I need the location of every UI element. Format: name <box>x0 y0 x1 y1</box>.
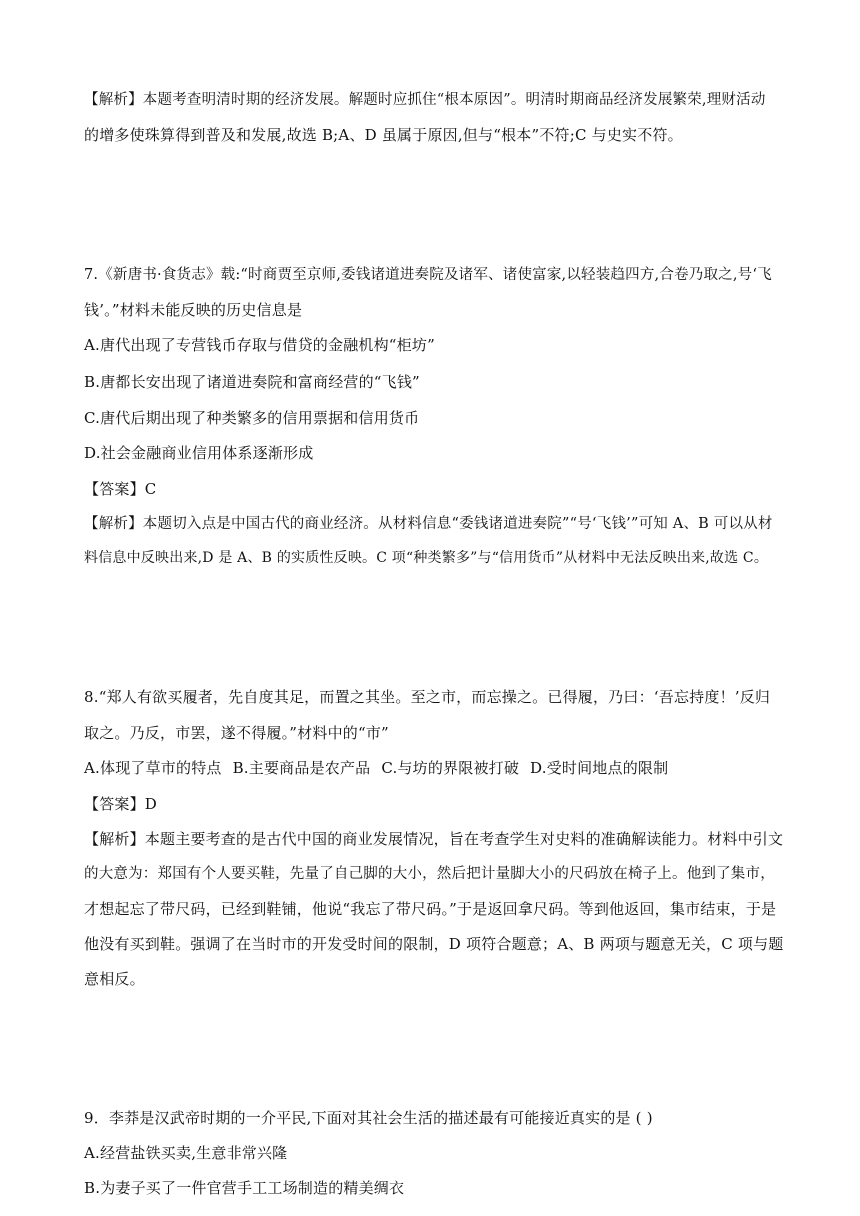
q8-option-d: D.受时间地点的限制 <box>530 759 669 777</box>
q7-stem-line-2: 钱’。”材料未能反映的历史信息是 <box>84 301 303 319</box>
q8-stem-line-2: 取之。乃反，市罢，遂不得履。”材料中的“市” <box>84 724 389 742</box>
q8-stem-line-1: 8.“郑人有欲买履者，先自度其足，而置之其坐。至之市，而忘操之。已得履，乃曰：‘吾忘持度！’反归 <box>84 688 771 706</box>
q8-analysis-line-1: 【解析】本题主要考查的是古代中国的商业发展情况，旨在考查学生对史料的准确解读能力。材料中引文 <box>84 830 784 848</box>
q7-option-d: D.社会金融商业信用体系逐渐形成 <box>84 444 314 462</box>
q7-option-b: B.唐都长安出现了诸道进奏院和富商经营的“飞钱” <box>84 373 420 391</box>
q8-option-c: C.与坊的界限被打破 <box>381 759 520 777</box>
q8-options-row <box>84 758 784 778</box>
q9-stem: 9．李莽是汉武帝时期的一介平民,下面对其社会生活的描述最有可能接近真实的是 ( ) <box>84 1109 653 1127</box>
q9-option-a: A.经营盐铁买卖,生意非常兴隆 <box>84 1144 288 1162</box>
prev-analysis-line-1: 【解析】本题考查明清时期的经济发展。解题时应抓住“根本原因”。明清时期商品经济发展繁荣,理财活动 <box>84 92 766 108</box>
q8-answer: 【答案】D <box>84 795 158 813</box>
q8-analysis-line-3: 才想起忘了带尺码，已经到鞋铺，他说“我忘了带尺码。”于是返回拿尺码。等到他返回，集市结束，于是 <box>84 900 777 918</box>
q7-option-a: A.唐代出现了专营钱币存取与借贷的金融机构“柜坊” <box>84 336 435 354</box>
q7-answer: 【答案】C <box>84 480 157 498</box>
q7-analysis-line-2: 料信息中反映出来,D 是 A、B 的实质性反映。C 项“种类繁多”与“信用货币”从材料中无法反映出来,故选 C。 <box>84 550 769 566</box>
q7-analysis-line-1: 【解析】本题切入点是中国古代的商业经济。从材料信息“委钱诸道进奏院”“号‘飞钱’”可知 A、B 可以从材 <box>84 516 773 532</box>
q8-analysis-line-4: 他没有买到鞋。强调了在当时市的开发受时间的限制，D 项符合题意；A、B 两项与题意无关，C 项与题 <box>84 935 784 953</box>
q8-option-b: B.主要商品是农产品 <box>232 759 371 777</box>
q8-analysis-line-5: 意相反。 <box>84 970 145 988</box>
prev-analysis-line-2: 的增多使珠算得到普及和发展,故选 B;A、D 虽属于原因,但与“根本”不符;C 与史实不符。 <box>84 126 683 144</box>
q9-option-b: B.为妻子买了一件官营手工工场制造的精美绸衣 <box>84 1179 405 1197</box>
q8-option-a: A.体现了草市的特点 <box>84 759 222 777</box>
q7-stem-line-1: 7.《新唐书·食货志》载:“时商贾至京师,委钱诸道进奏院及诸军、诸使富家,以轻装趋四方,合卷乃取之,号‘飞 <box>84 267 772 283</box>
q8-analysis-line-2: 的大意为：郑国有个人要买鞋，先量了自己脚的大小，然后把计量脚大小的尺码放在椅子上。他到了集市， <box>84 866 775 882</box>
q7-option-c: C.唐代后期出现了种类繁多的信用票据和信用货币 <box>84 409 420 427</box>
